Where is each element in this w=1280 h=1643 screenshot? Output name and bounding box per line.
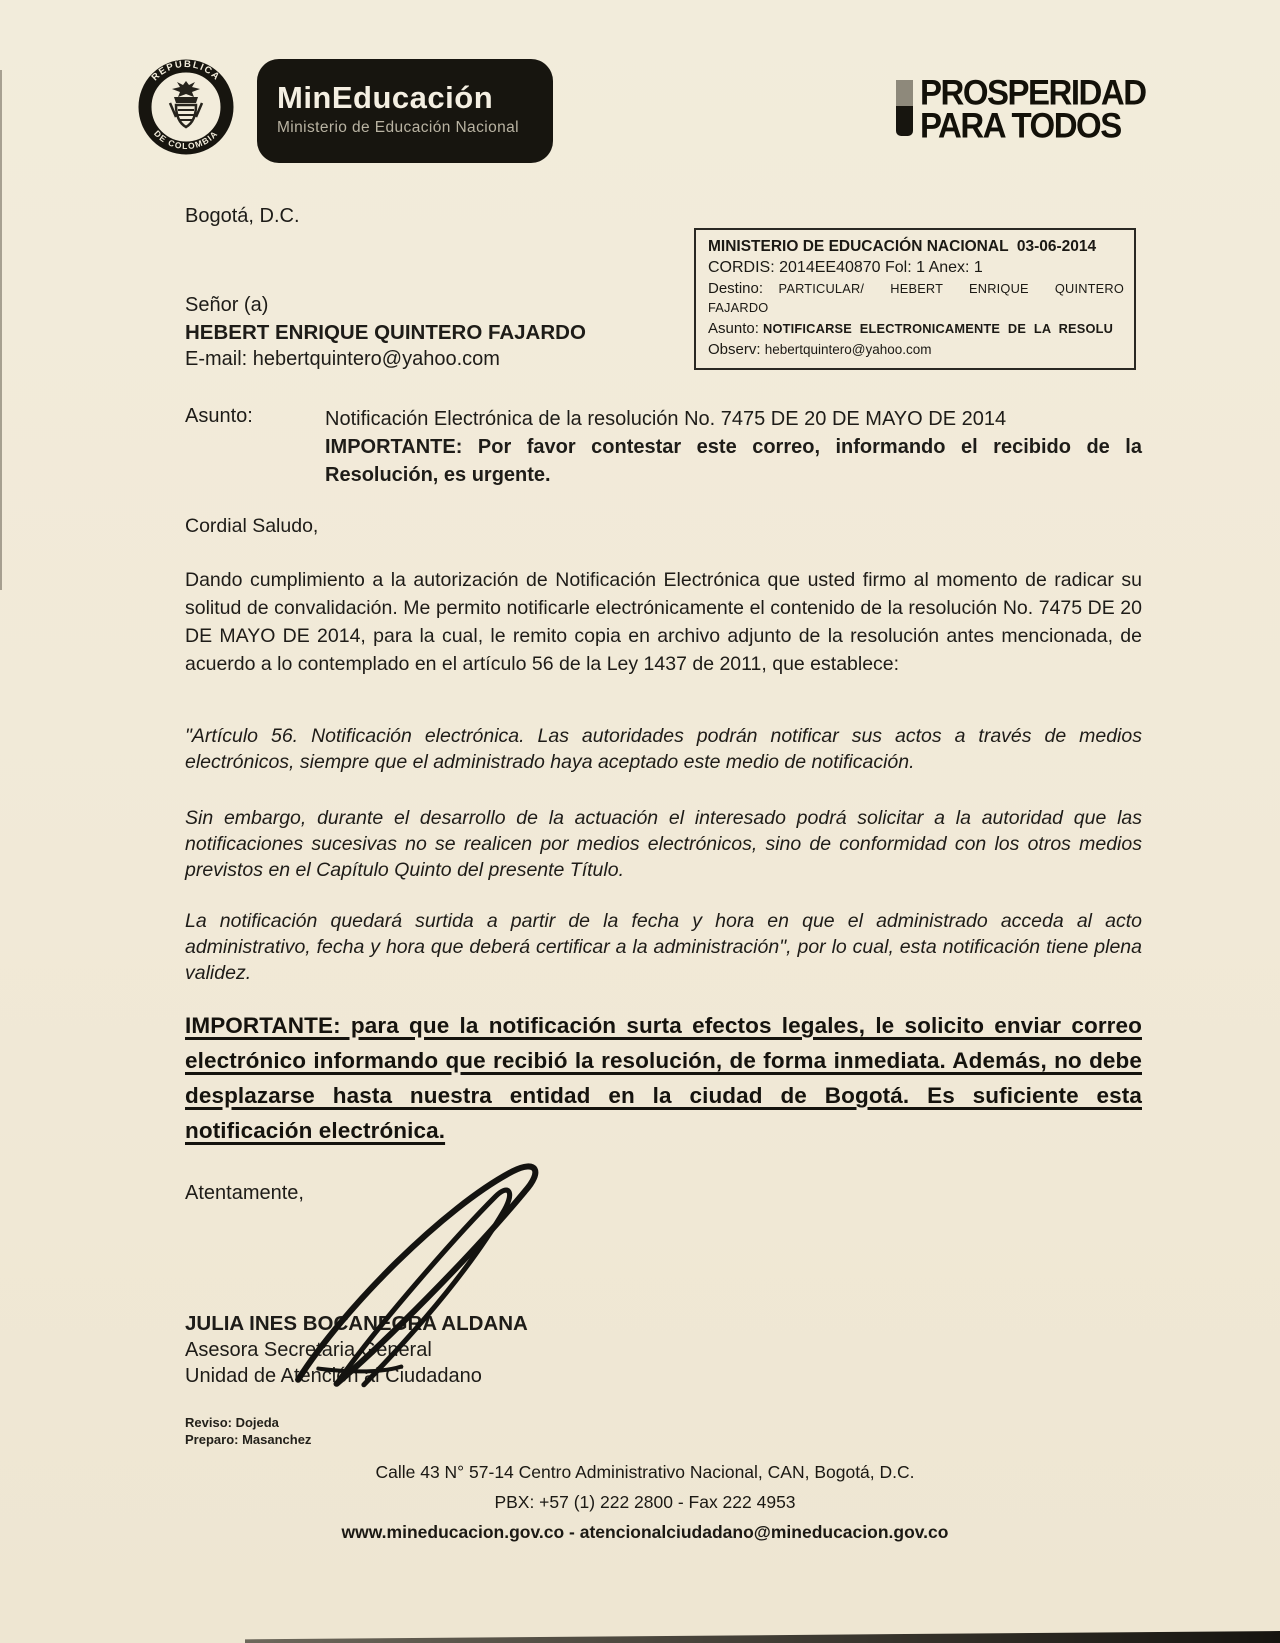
review-block (185, 1414, 311, 1448)
signer-title-1: Asesora Secretaria General (185, 1339, 432, 1361)
recipient-block (185, 292, 586, 373)
footer-block (150, 1462, 1140, 1552)
subject-label: Asunto: (185, 405, 253, 427)
prepare-line: Preparo: Masanchez (185, 1432, 312, 1447)
footer-phone: PBX: +57 (1) 222 2800 - Fax 222 4953 (494, 1492, 796, 1512)
scan-bottom-artifact (245, 1630, 1280, 1643)
stamp-destino: Destino: PARTICULAR/ HEBERT ENRIQUE QUINTERO FAJARDO (708, 280, 1124, 315)
subject-important: IMPORTANTE: Por favor contestar este correo, informando el recibido de la Resolución, es urgente. (325, 436, 1142, 486)
svg-text:REPÚBLICA: REPÚBLICA (149, 58, 223, 84)
svg-text:DE COLOMBIA: DE COLOMBIA (152, 128, 220, 152)
slogan-line1: PROSPERIDAD (920, 72, 1146, 113)
city-line: Bogotá, D.C. (185, 205, 300, 227)
footer-address: Calle 43 N° 57-14 Centro Administrativo Nacional, CAN, Bogotá, D.C. (375, 1462, 915, 1482)
registry-stamp-box (694, 228, 1136, 370)
recipient-name: HEBERT ENRIQUE QUINTERO FAJARDO (185, 321, 586, 344)
recipient-email: E-mail: hebertquintero@yahoo.com (185, 348, 500, 370)
subject-line: Notificación Electrónica de la resolución No. 7475 DE 20 DE MAYO DE 2014 (325, 408, 1007, 430)
quote-article-56: "Artículo 56. Notificación electrónica. Las autoridades podrán notificar sus actos a través de medios electrónicos, siempre que el administrado haya aceptado este medio de notificación. (185, 725, 1142, 773)
brand-subtitle: Ministerio de Educación Nacional (277, 119, 519, 136)
recipient-salutation: Señor (a) (185, 294, 269, 316)
stamp-asunto: Asunto: NOTIFICARSE ELECTRONICAMENTE DE LA RESOLU (708, 320, 1114, 337)
slogan-line2: PARA TODOS (920, 105, 1121, 145)
scan-edge-artifact (0, 70, 2, 590)
colombia-seal-icon (136, 57, 236, 157)
signer-name: JULIA INES BOCANEGRA ALDANA (185, 1312, 528, 1335)
signer-title-2: Unidad de Atención al Ciudadano (185, 1365, 482, 1387)
important-notice: IMPORTANTE: para que la notificación surta efectos legales, le solicito enviar correo electrónico informando que recibió la resolución, de forma inmediata. Además, no debe desplazarse hasta nuestra entidad en la ciudad de Bogotá. Es suficiente esta notificación electrónica. (185, 1013, 1142, 1143)
closing-line: Atentamente, (185, 1182, 304, 1204)
brand-title: MinEducación (277, 80, 494, 115)
quote-sin-embargo: Sin embargo, durante el desarrollo de la actuación el interesado podrá solicitar a la autoridad que las notificaciones sucesivas no se realicen por medios electrónicos, sino de conformidad con los otros medios previstos en el Capítulo Quinto del presente Título. (185, 807, 1142, 881)
prosperidad-logo (896, 72, 1146, 145)
paragraph-1: Dando cumplimiento a la autorización de Notificación Electrónica que usted firmo al momento de radicar su solitud de convalidación. Me permito notificarle electrónicamente el contenido de la resolución No. 7475 DE 20 DE MAYO DE 2014, para la cual, le remito copia en archivo adjunto de la resolución antes mencionada, de acuerdo a lo contemplado en el artículo 56 de la Ley 1437 de 2011, que establece: (185, 569, 1142, 675)
greeting: Cordial Saludo, (185, 515, 319, 537)
subject-block (185, 405, 1142, 489)
slogan-bar-icon (896, 80, 913, 136)
handwritten-signature (288, 1160, 546, 1390)
footer-web-email: www.mineducacion.gov.co - atencionalciudadano@mineducacion.gov.co (341, 1522, 949, 1542)
mineducacion-logo (257, 59, 553, 163)
review-line: Reviso: Dojeda (185, 1415, 279, 1430)
stamp-cordis: CORDIS: 2014EE40870 Fol: 1 Anex: 1 (708, 259, 983, 276)
stamp-observ: Observ: hebertquintero@yahoo.com (708, 341, 932, 358)
quote-notificacion-surtida: La notificación quedará surtida a partir de la fecha y hora en que el administrado acceda al acto administrativo, fecha y hora que deberá certificar a la administración", por lo cual, esta notificación tiene plena validez. (185, 910, 1142, 984)
stamp-ministry-date: MINISTERIO DE EDUCACIÓN NACIONAL 03-06-2014 (708, 238, 1097, 255)
